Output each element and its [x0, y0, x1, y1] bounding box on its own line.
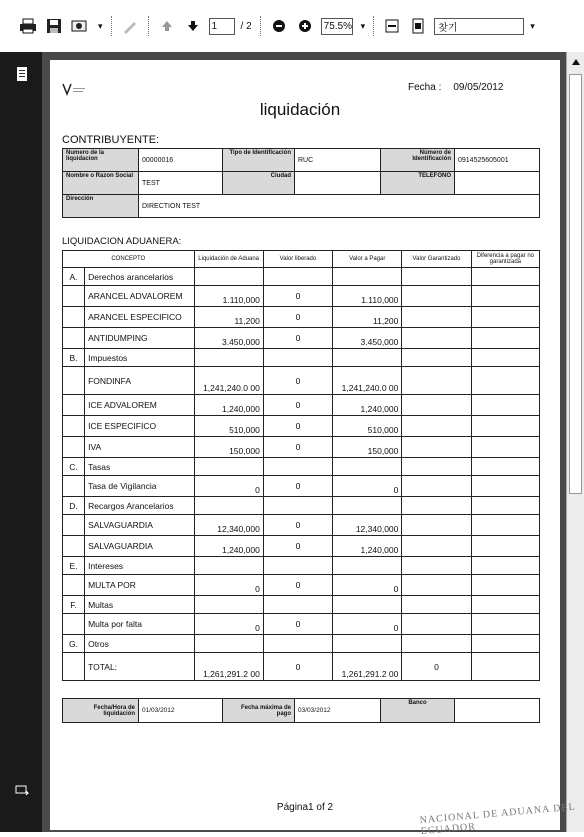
valor-liberado: 0: [263, 286, 332, 307]
liquidacion-value: 0: [194, 476, 263, 497]
valor-liberado: [263, 497, 332, 515]
row-concept: ARANCEL ADVALOREM: [85, 286, 194, 307]
valor-pagar: 12,340,000: [333, 515, 402, 536]
table-row: [63, 536, 540, 557]
valor-garantizado: [402, 596, 471, 614]
valor-pagar: [333, 458, 402, 476]
field-value: 01/03/2012: [139, 699, 223, 723]
table-row: [63, 476, 540, 497]
diferencia-value: [471, 635, 539, 653]
row-letter: [63, 307, 85, 328]
valor-garantizado: [402, 437, 471, 458]
fecha-value: 09/05/2012: [453, 82, 504, 93]
chevron-down-icon[interactable]: ▾: [360, 20, 366, 31]
field-label: Fecha/Hora de liquidación: [63, 699, 139, 723]
diferencia-value: [471, 614, 539, 635]
valor-garantizado: [402, 349, 471, 367]
row-letter: [63, 614, 85, 635]
row-concept: Multa por falta: [85, 614, 194, 635]
valor-pagar: [333, 349, 402, 367]
valor-garantizado: [402, 557, 471, 575]
row-concept: ANTIDUMPING: [85, 328, 194, 349]
liquidacion-value: [194, 349, 263, 367]
valor-pagar: 1,261,291.2 00: [333, 653, 402, 681]
diferencia-value: [471, 653, 539, 681]
row-concept: Derechos arancelarios: [85, 268, 194, 286]
field-label: Tipo de Identificación: [223, 149, 295, 172]
table-row: [63, 286, 540, 307]
viewer-toolbar: [0, 0, 584, 52]
valor-garantizado: [402, 416, 471, 437]
field-label: Fecha máxima de pago: [223, 699, 295, 723]
valor-liberado: 0: [263, 515, 332, 536]
liquidacion-value: 1,240,000: [194, 395, 263, 416]
row-concept: Intereses: [85, 557, 194, 575]
valor-liberado: 0: [263, 395, 332, 416]
table-row: [63, 395, 540, 416]
diferencia-value: [471, 395, 539, 416]
row-letter: E.: [63, 557, 85, 575]
section-title-liquidacion: LIQUIDACION ADUANERA:: [62, 236, 182, 247]
valor-liberado: [263, 596, 332, 614]
document-page: [50, 60, 560, 830]
valor-liberado: 0: [263, 614, 332, 635]
table-row: [63, 575, 540, 596]
valor-garantizado: [402, 367, 471, 395]
row-letter: [63, 575, 85, 596]
valor-liberado: [263, 268, 332, 286]
row-concept: Tasas: [85, 458, 194, 476]
valor-garantizado: 0: [402, 653, 471, 681]
diferencia-value: [471, 349, 539, 367]
chevron-down-icon[interactable]: ▾: [530, 20, 535, 31]
row-letter: [63, 536, 85, 557]
row-concept: Recargos Arancelarios: [85, 497, 194, 515]
valor-pagar: 1,241,240.0 00: [333, 367, 402, 395]
row-letter: [63, 653, 85, 681]
customs-stamp: NACIONAL DE ADUANA DEL ECUADOR: [419, 801, 576, 837]
valor-liberado: 0: [263, 416, 332, 437]
column-header: Valor a Pagar: [333, 251, 402, 268]
row-concept: ICE ADVALOREM: [85, 395, 194, 416]
row-concept: ARANCEL ESPECIFICO: [85, 307, 194, 328]
row-concept: SALVAGUARDIA: [85, 536, 194, 557]
payment-footer-table: [62, 698, 540, 723]
valor-pagar: 0: [333, 575, 402, 596]
table-row: [63, 653, 540, 681]
table-row: [63, 307, 540, 328]
diferencia-value: [471, 268, 539, 286]
valor-pagar: 0: [333, 614, 402, 635]
valor-liberado: 0: [263, 367, 332, 395]
row-letter: D.: [63, 497, 85, 515]
liquidacion-value: [194, 497, 263, 515]
valor-pagar: 510,000: [333, 416, 402, 437]
diferencia-value: [471, 476, 539, 497]
date-line: [408, 82, 503, 93]
table-row: [63, 515, 540, 536]
valor-liberado: 0: [263, 575, 332, 596]
valor-garantizado: [402, 515, 471, 536]
valor-garantizado: [402, 328, 471, 349]
scroll-up-icon[interactable]: [570, 55, 582, 67]
valor-garantizado: [402, 635, 471, 653]
field-value: 00000016: [139, 149, 223, 172]
valor-pagar: 1,240,000: [333, 395, 402, 416]
valor-pagar: [333, 635, 402, 653]
row-letter: [63, 515, 85, 536]
page-total: / 2: [240, 20, 252, 32]
field-value: RUC: [295, 149, 381, 172]
table-row: [63, 557, 540, 575]
sign-icon[interactable]: [120, 16, 140, 36]
diferencia-value: [471, 596, 539, 614]
row-letter: [63, 416, 85, 437]
diferencia-value: [471, 437, 539, 458]
liquidacion-value: 1.110,000: [194, 286, 263, 307]
table-row: [63, 458, 540, 476]
valor-garantizado: [402, 614, 471, 635]
liquidacion-value: 510,000: [194, 416, 263, 437]
section-title-contribuyente: CONTRIBUYENTE:: [62, 134, 160, 146]
diferencia-value: [471, 328, 539, 349]
field-value: [295, 172, 381, 195]
row-letter: B.: [63, 349, 85, 367]
search-input[interactable]: 찾기: [434, 18, 524, 35]
valor-garantizado: [402, 286, 471, 307]
field-label: Numero de la liquidacion: [63, 149, 139, 172]
agency-logo: [62, 82, 90, 96]
field-label: Banco: [381, 699, 455, 723]
valor-garantizado: [402, 476, 471, 497]
liquidacion-value: 1,240,000: [194, 536, 263, 557]
row-concept: Tasa de Vigilancia: [85, 476, 194, 497]
row-concept: SALVAGUARDIA: [85, 515, 194, 536]
table-row: [63, 614, 540, 635]
valor-pagar: 3.450,000: [333, 328, 402, 349]
column-header: Valor liberado: [263, 251, 332, 268]
contribuyente-table: [62, 148, 540, 218]
liquidacion-value: [194, 635, 263, 653]
row-concept: ICE ESPECIFICO: [85, 416, 194, 437]
valor-liberado: 0: [263, 307, 332, 328]
save-icon[interactable]: [44, 16, 64, 36]
valor-garantizado: [402, 575, 471, 596]
row-letter: G.: [63, 635, 85, 653]
field-label: TELEFONO: [381, 172, 455, 195]
toolbar-separator: [260, 16, 261, 36]
valor-pagar: 150,000: [333, 437, 402, 458]
table-row: [63, 596, 540, 614]
valor-garantizado: [402, 458, 471, 476]
fit-page-icon[interactable]: [408, 16, 428, 36]
row-letter: [63, 286, 85, 307]
diferencia-value: [471, 307, 539, 328]
page-indicator: Página1 of 2: [276, 802, 334, 813]
valor-liberado: [263, 635, 332, 653]
valor-liberado: [263, 557, 332, 575]
fit-width-icon[interactable]: [382, 16, 402, 36]
field-value: [455, 172, 540, 195]
table-row: [63, 349, 540, 367]
diferencia-value: [471, 536, 539, 557]
diferencia-value: [471, 367, 539, 395]
liquidacion-value: 3.450,000: [194, 328, 263, 349]
page-title: liquidación: [259, 100, 341, 119]
valor-garantizado: [402, 395, 471, 416]
row-letter: [63, 395, 85, 416]
diferencia-value: [471, 575, 539, 596]
chevron-down-icon[interactable]: ▾: [98, 20, 103, 31]
row-letter: [63, 328, 85, 349]
toolbar-separator: [111, 16, 112, 36]
row-letter: [63, 437, 85, 458]
row-letter: [63, 367, 85, 395]
field-label: Número de Identificación: [381, 149, 455, 172]
valor-pagar: [333, 596, 402, 614]
table-row: [63, 367, 540, 395]
diferencia-value: [471, 458, 539, 476]
field-value: 03/03/2012: [295, 699, 381, 723]
liquidacion-value: 1,261,291.2 00: [194, 653, 263, 681]
print-icon[interactable]: [18, 16, 38, 36]
liquidacion-value: 11,200: [194, 307, 263, 328]
valor-pagar: 1.110,000: [333, 286, 402, 307]
valor-liberado: [263, 349, 332, 367]
valor-pagar: [333, 557, 402, 575]
field-value: [455, 699, 540, 723]
valor-pagar: [333, 268, 402, 286]
valor-garantizado: [402, 497, 471, 515]
valor-garantizado: [402, 536, 471, 557]
diferencia-value: [471, 497, 539, 515]
page-number-input[interactable]: 1: [209, 18, 235, 35]
email-icon[interactable]: [70, 16, 90, 36]
liquidacion-value: [194, 458, 263, 476]
toolbar-separator: [373, 16, 374, 36]
toolbar-separator: [148, 16, 149, 36]
valor-garantizado: [402, 268, 471, 286]
row-letter: [63, 476, 85, 497]
table-row: [63, 437, 540, 458]
table-row: [63, 268, 540, 286]
row-concept: TOTAL:: [85, 653, 194, 681]
attachments-icon[interactable]: [14, 782, 30, 798]
liquidacion-value: [194, 557, 263, 575]
valor-liberado: 0: [263, 328, 332, 349]
valor-liberado: [263, 458, 332, 476]
page-down-icon[interactable]: [183, 16, 203, 36]
row-concept: Impuestos: [85, 349, 194, 367]
liquidacion-value: 0: [194, 575, 263, 596]
liquidacion-value: [194, 268, 263, 286]
valor-pagar: [333, 497, 402, 515]
valor-liberado: 0: [263, 653, 332, 681]
table-header-row: [63, 251, 540, 268]
valor-pagar: 1,240,000: [333, 536, 402, 557]
liquidacion-value: 1,241,240.0 00: [194, 367, 263, 395]
row-concept: Otros: [85, 635, 194, 653]
diferencia-value: [471, 515, 539, 536]
field-value: DIRECTION TEST: [139, 195, 540, 218]
field-label: Nombre o Razon Social: [63, 172, 139, 195]
page-up-icon[interactable]: [157, 16, 177, 36]
row-letter: A.: [63, 268, 85, 286]
table-row: [63, 635, 540, 653]
diferencia-value: [471, 286, 539, 307]
column-header: Valor Garantizado: [402, 251, 471, 268]
scrollbar-thumb[interactable]: [569, 74, 582, 494]
valor-garantizado: [402, 307, 471, 328]
liquidacion-value: [194, 596, 263, 614]
field-value: TEST: [139, 172, 223, 195]
zoom-input[interactable]: 75.5%: [321, 18, 353, 35]
valor-liberado: 0: [263, 536, 332, 557]
vertical-scrollbar[interactable]: [566, 52, 584, 832]
row-concept: MULTA POR: [85, 575, 194, 596]
zoom-in-icon[interactable]: [295, 16, 315, 36]
column-header: Diferencia a pagar no garantizada: [471, 251, 539, 268]
table-row: [63, 497, 540, 515]
table-row: [63, 328, 540, 349]
diferencia-value: [471, 557, 539, 575]
row-letter: F.: [63, 596, 85, 614]
liquidacion-table: [62, 250, 540, 681]
table-row: [63, 416, 540, 437]
row-letter: C.: [63, 458, 85, 476]
row-concept: FONDINFA: [85, 367, 194, 395]
liquidacion-value: 150,000: [194, 437, 263, 458]
column-header: CONCEPTO: [63, 251, 195, 268]
fecha-label: Fecha :: [408, 82, 442, 93]
liquidacion-value: 12,340,000: [194, 515, 263, 536]
field-label: Ciudad: [223, 172, 295, 195]
row-concept: Multas: [85, 596, 194, 614]
valor-pagar: 11,200: [333, 307, 402, 328]
navigation-panel: [0, 52, 42, 832]
liquidacion-value: 0: [194, 614, 263, 635]
diferencia-value: [471, 416, 539, 437]
field-value: 0914525605001: [455, 149, 540, 172]
column-header: Liquidación de Aduana: [194, 251, 263, 268]
field-label: Dirección: [63, 195, 139, 218]
pages-icon[interactable]: [14, 66, 30, 82]
zoom-out-icon[interactable]: [269, 16, 289, 36]
valor-liberado: 0: [263, 437, 332, 458]
row-concept: IVA: [85, 437, 194, 458]
valor-liberado: 0: [263, 476, 332, 497]
valor-pagar: 0: [333, 476, 402, 497]
